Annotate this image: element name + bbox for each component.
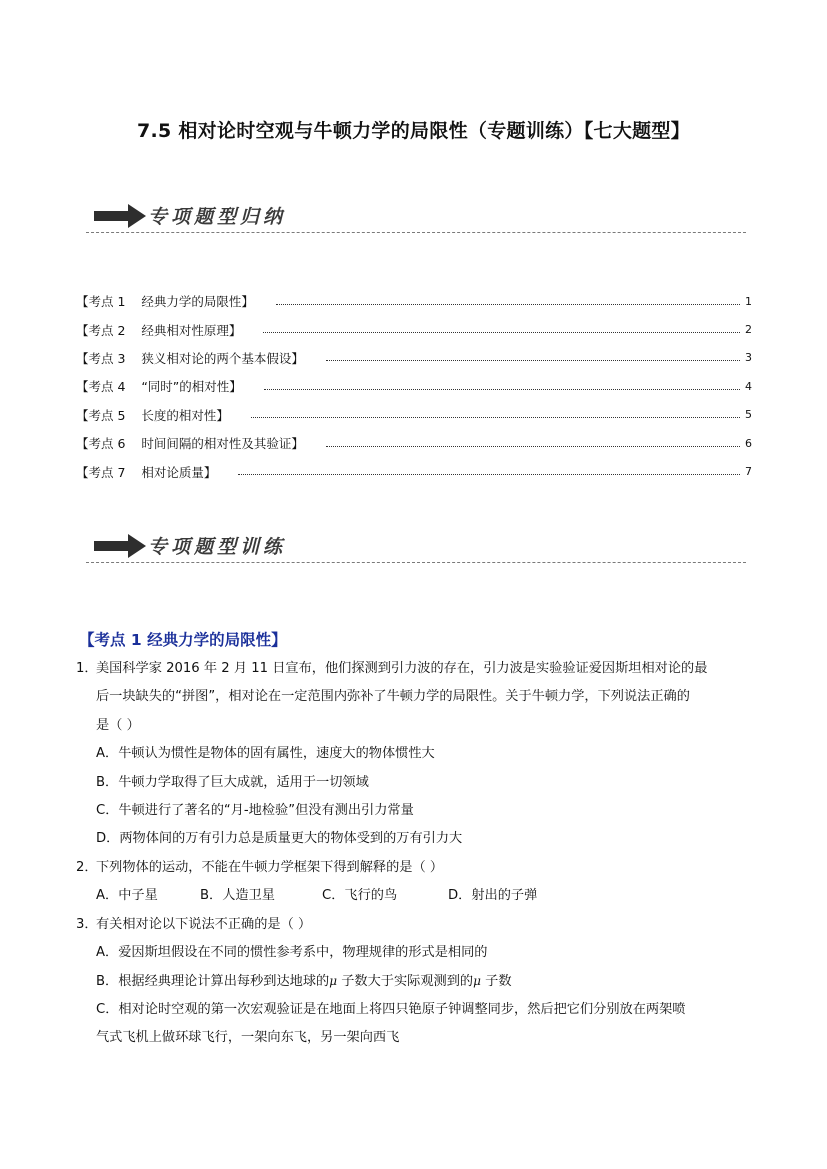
option-d[interactable]: D．射出的子弹 xyxy=(448,888,538,904)
mu-symbol: μ xyxy=(329,974,338,989)
option-b-text: 子数 xyxy=(480,974,512,990)
table-of-contents xyxy=(76,287,752,486)
toc-page-number: 6 xyxy=(745,436,752,450)
toc-item[interactable] xyxy=(76,344,752,372)
toc-item-label: 【考点 5 长度的相对性】 xyxy=(76,407,229,423)
question-2 xyxy=(76,854,756,911)
arrow-right-icon xyxy=(94,532,146,560)
question-1 xyxy=(76,655,756,854)
toc-page-number: 2 xyxy=(745,323,752,337)
question-stem: 下列物体的运动，不能在牛顿力学框架下得到解释的是（ ） xyxy=(96,859,444,875)
toc-page-number: 7 xyxy=(745,465,752,479)
toc-leader-dots xyxy=(238,474,740,475)
question-number: 1． xyxy=(76,661,98,676)
toc-page-number: 3 xyxy=(745,351,752,365)
page-title: 7.5 相对论时空观与牛顿力学的局限性（专题训练）【七大题型】 xyxy=(136,120,691,142)
question-stem-line: 后一块缺失的“拼图”，相对论在一定范围内弥补了牛顿力学的局限性。关于牛顿力学，下列说法正确的 xyxy=(96,689,690,705)
section-heading: 【考点 1 经典力学的局限性】 xyxy=(79,631,287,649)
toc-leader-dots xyxy=(263,332,740,333)
option-a[interactable]: A．中子星 xyxy=(96,888,158,904)
arrow-right-icon xyxy=(94,202,146,230)
option-b-text: 子数大于实际观测到的 xyxy=(337,974,474,990)
toc-item[interactable] xyxy=(76,401,752,429)
toc-leader-dots xyxy=(276,304,740,305)
toc-item-label: 【考点 6 时间间隔的相对性及其验证】 xyxy=(76,436,304,452)
option-a[interactable]: A．牛顿认为惯性是物体的固有属性，速度大的物体惯性大 xyxy=(96,746,435,762)
option-b[interactable]: B．人造卫星 xyxy=(200,888,275,904)
toc-page-number: 1 xyxy=(745,294,752,308)
question-stem-line: 美国科学家 2016 年 2 月 11 日宣布，他们探测到引力波的存在，引力波是实验验证爱因斯坦相对论的最 xyxy=(96,661,708,676)
toc-leader-dots xyxy=(264,389,740,390)
toc-item-label: 【考点 4 “同时”的相对性】 xyxy=(76,379,242,395)
toc-item-label: 【考点 7 相对论质量】 xyxy=(76,464,217,480)
toc-item[interactable] xyxy=(76,457,752,485)
toc-item-label: 【考点 1 经典力学的局限性】 xyxy=(76,294,254,310)
banner-title: 专项题型训练 xyxy=(148,536,287,558)
exercise-content xyxy=(76,625,756,1052)
options-row xyxy=(76,882,756,910)
toc-item[interactable] xyxy=(76,372,752,400)
toc-leader-dots xyxy=(326,446,740,447)
question-stem: 有关相对论以下说法不正确的是（ ） xyxy=(96,916,312,932)
option-c[interactable]: C．飞行的鸟 xyxy=(322,888,398,904)
toc-leader-dots xyxy=(251,417,740,418)
option-c-continued: 气式飞机上做环球飞行，一架向东飞，另一架向西飞 xyxy=(96,1030,400,1046)
option-b[interactable] xyxy=(76,967,756,995)
option-b[interactable]: B．牛顿力学取得了巨大成就，适用于一切领域 xyxy=(96,774,369,790)
question-number: 3． xyxy=(76,916,98,932)
dashed-divider xyxy=(86,232,746,233)
option-b-text: B．根据经典理论计算出每秒到达地球的 xyxy=(96,974,330,990)
option-c[interactable]: C．相对论时空观的第一次宏观验证是在地面上将四只铯原子钟调整同步，然后把它们分别放在两架喷 xyxy=(96,1001,686,1017)
toc-item[interactable] xyxy=(76,429,752,457)
mu-symbol: μ xyxy=(473,974,481,989)
question-stem-line: 是（ ） xyxy=(96,717,140,733)
banner-title: 专项题型归纳 xyxy=(148,206,287,228)
toc-item[interactable] xyxy=(76,287,752,315)
option-c[interactable]: C．牛顿进行了著名的“月-地检验”但没有测出引力常量 xyxy=(96,802,414,818)
toc-page-number: 4 xyxy=(745,379,752,393)
dashed-divider xyxy=(86,562,746,563)
question-number: 2． xyxy=(76,859,98,875)
section-banner-summary xyxy=(86,196,746,236)
question-3 xyxy=(76,911,756,1053)
toc-leader-dots xyxy=(326,360,740,361)
toc-item-label: 【考点 3 狭义相对论的两个基本假设】 xyxy=(76,350,304,366)
toc-item-label: 【考点 2 经典相对性原理】 xyxy=(76,322,242,338)
section-banner-training xyxy=(86,526,746,566)
option-d[interactable]: D．两物体间的万有引力总是质量更大的物体受到的万有引力大 xyxy=(96,831,463,847)
toc-item[interactable] xyxy=(76,315,752,343)
option-a[interactable]: A．爱因斯坦假设在不同的惯性参考系中，物理规律的形式是相同的 xyxy=(96,944,488,960)
toc-page-number: 5 xyxy=(745,408,752,422)
